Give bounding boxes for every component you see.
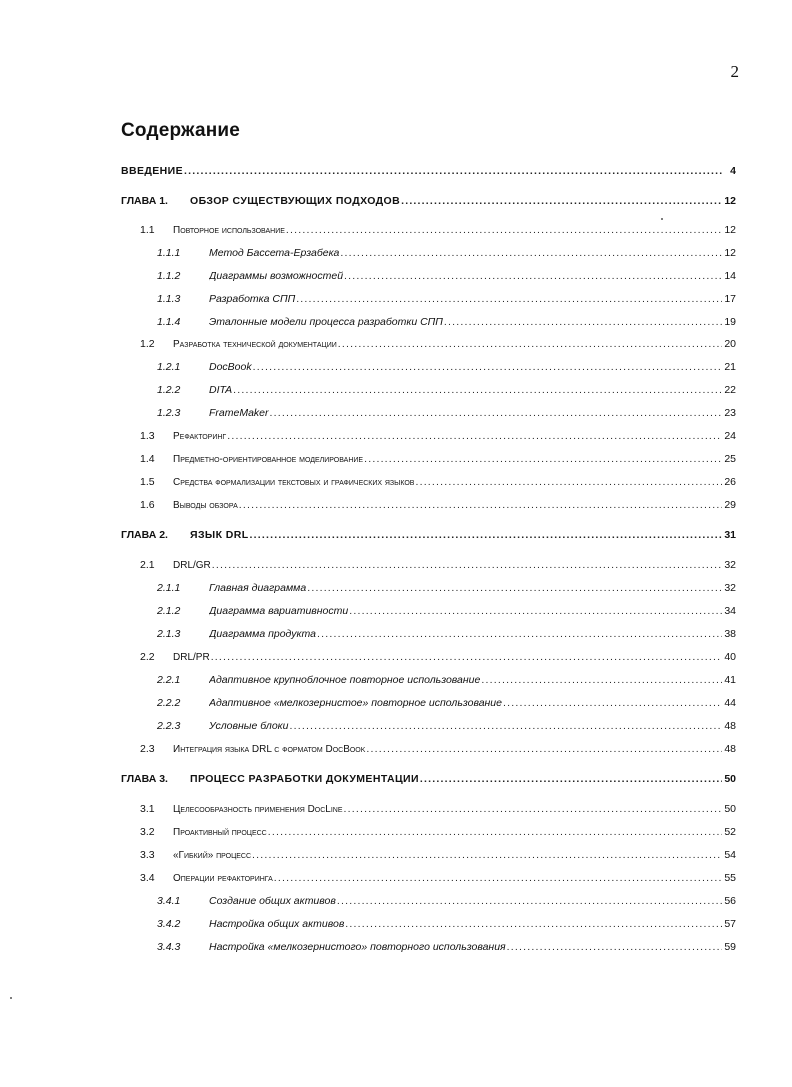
toc-leader-dots	[274, 870, 722, 886]
toc-entry	[0, 824, 792, 840]
toc-entry-number: 1.2.1	[157, 361, 181, 373]
toc-entry-number: 2.2	[140, 651, 155, 663]
toc-entry-number: 3.4.2	[157, 918, 181, 930]
toc-entry-label: Разработка технической документации	[173, 339, 337, 350]
toc-entry	[0, 870, 792, 886]
toc-entry-label: DocBook	[209, 361, 252, 373]
toc-entry-label: ПРОЦЕСС РАЗРАБОТКИ ДОКУМЕНТАЦИИ	[190, 773, 419, 785]
toc-leader-dots	[250, 527, 722, 543]
toc-entry-number: 1.6	[140, 499, 155, 511]
toc-leader-dots	[270, 405, 722, 421]
toc-leader-dots	[252, 847, 722, 863]
toc-entry-page: 41	[724, 674, 736, 686]
toc-entry-number: 1.5	[140, 476, 155, 488]
toc-entry-label: Операции рефакторинга	[173, 873, 273, 884]
toc-entry-label: Целесообразность применения DocLine	[173, 804, 343, 815]
toc-entry-label: ОБЗОР СУЩЕСТВУЮЩИХ ПОДХОДОВ	[190, 195, 401, 207]
toc-entry-label: Метод Бассета-Ерзабека	[209, 247, 340, 259]
toc-entry-page: 57	[724, 918, 736, 930]
toc-title: Содержание	[121, 120, 241, 141]
toc-leader-dots	[415, 474, 722, 490]
toc-leader-dots	[211, 649, 722, 665]
toc-entry-page: 50	[724, 803, 736, 815]
toc-entry-page: 26	[724, 476, 736, 488]
toc-entry-number: 3.4.1	[157, 895, 181, 907]
toc-entry-label: Адаптивное крупноблочное повторное использование	[209, 674, 481, 686]
toc-entry-label: Настройка общих активов	[209, 918, 345, 930]
toc-entry-page: 25	[724, 453, 736, 465]
toc-entry-label: Повторное использование	[173, 225, 285, 236]
toc-entry	[0, 382, 792, 398]
toc-entry-page: 19	[724, 316, 736, 328]
toc-entry-number: 2.2.2	[157, 697, 181, 709]
toc-entry-page: 32	[724, 559, 736, 571]
toc-entry	[0, 603, 792, 619]
toc-entry-page: 48	[724, 743, 736, 755]
toc-entry	[0, 527, 792, 543]
toc-entry	[0, 451, 792, 467]
toc-leader-dots	[307, 580, 722, 596]
toc-entry-label: DRL/GR	[173, 560, 211, 571]
toc-entry-number: 1.1.3	[157, 293, 181, 305]
toc-leader-dots	[364, 451, 722, 467]
toc-entry-number: ГЛАВА 3.	[121, 773, 168, 785]
toc-entry-page: 29	[724, 499, 736, 511]
toc-entry	[0, 939, 792, 955]
toc-leader-dots	[289, 718, 722, 734]
toc-leader-dots	[344, 801, 722, 817]
toc-entry-page: 12	[724, 224, 736, 236]
toc-leader-dots	[286, 222, 722, 238]
toc-entry-label: «Гибкий» процесс	[173, 850, 252, 861]
toc-entry-number: 1.2.3	[157, 407, 181, 419]
toc-leader-dots	[296, 291, 722, 307]
toc-entry-page: 34	[724, 605, 736, 617]
toc-entry-label: Предметно-ориентированное моделирование	[173, 454, 364, 465]
toc-entry-number: ГЛАВА 1.	[121, 195, 168, 207]
toc-entry-label: Условные блоки	[209, 720, 289, 732]
toc-entry	[0, 893, 792, 909]
toc-entry-number: 3.3	[140, 849, 155, 861]
toc-leader-dots	[503, 695, 722, 711]
toc-leader-dots	[212, 557, 722, 573]
toc-entry-number: ГЛАВА 2.	[121, 529, 168, 541]
toc-leader-dots	[239, 497, 722, 513]
toc-entry	[0, 801, 792, 817]
toc-leader-dots	[366, 741, 722, 757]
toc-entry-page: 55	[724, 872, 736, 884]
toc-entry-number: 1.1	[140, 224, 155, 236]
toc-entry	[0, 291, 792, 307]
toc-entry	[0, 847, 792, 863]
toc-entry-label: Разработка СПП	[209, 293, 296, 305]
toc-entry-label: Диаграммы возможностей	[209, 270, 344, 282]
toc-entry-page: 50	[724, 773, 736, 785]
toc-leader-dots	[337, 893, 722, 909]
toc-entry	[0, 405, 792, 421]
toc-entry-label: Адаптивное «мелкозернистое» повторное использование	[209, 697, 502, 709]
toc-entry-label: Эталонные модели процесса разработки СПП	[209, 316, 443, 328]
toc-entry-page: 44	[724, 697, 736, 709]
toc-entry	[0, 580, 792, 596]
toc-leader-dots	[344, 268, 722, 284]
toc-entry-label: FrameMaker	[209, 407, 269, 419]
toc-leader-dots	[184, 163, 722, 179]
toc-entry-label: Диаграмма вариативности	[209, 605, 349, 617]
toc-leader-dots	[420, 771, 722, 787]
toc-entry	[0, 268, 792, 284]
toc-entry-page: 54	[724, 849, 736, 861]
toc-entry-number: 2.3	[140, 743, 155, 755]
toc-entry-number: 3.2	[140, 826, 155, 838]
toc-entry	[0, 428, 792, 444]
scan-speck	[661, 218, 663, 220]
toc-entry-number: 1.1.4	[157, 316, 181, 328]
toc-entry	[0, 672, 792, 688]
toc-entry-page: 40	[724, 651, 736, 663]
toc-entry-label: Проактивный процесс	[173, 827, 267, 838]
toc-entry-page: 48	[724, 720, 736, 732]
toc-entry-page: 22	[724, 384, 736, 396]
toc-entry-page: 38	[724, 628, 736, 640]
toc-entry	[0, 497, 792, 513]
toc-leader-dots	[340, 245, 722, 261]
toc-leader-dots	[401, 193, 722, 209]
toc-leader-dots	[253, 359, 722, 375]
toc-leader-dots	[268, 824, 722, 840]
toc-leader-dots	[233, 382, 722, 398]
toc-entry-label: Интеграция языка DRL с форматом DocBook	[173, 744, 366, 755]
toc-leader-dots	[345, 916, 722, 932]
toc-entry-page: 52	[724, 826, 736, 838]
toc-entry-number: 3.4.3	[157, 941, 181, 953]
toc-entry-number: 1.4	[140, 453, 155, 465]
toc-entry	[0, 626, 792, 642]
toc-entry-page: 32	[724, 582, 736, 594]
toc-entry	[0, 718, 792, 734]
toc-entry-label: Средства формализации текстовых и графических языков	[173, 477, 415, 488]
toc-entry-number: 2.1.3	[157, 628, 181, 640]
toc-leader-dots	[338, 336, 722, 352]
toc-leader-dots	[481, 672, 722, 688]
scan-speck	[10, 997, 12, 999]
toc-leader-dots	[227, 428, 722, 444]
toc-entry	[0, 359, 792, 375]
toc-entry	[0, 314, 792, 330]
toc-entry-number: 2.1.1	[157, 582, 181, 594]
toc-entry-number: 2.2.1	[157, 674, 181, 686]
toc-entry-number: 1.2	[140, 338, 155, 350]
toc-entry	[0, 916, 792, 932]
toc-entry-page: 56	[724, 895, 736, 907]
toc-entry-page: 17	[724, 293, 736, 305]
toc-entry	[0, 193, 792, 209]
toc-entry-label: Главная диаграмма	[209, 582, 307, 594]
toc-entry-number: 3.4	[140, 872, 155, 884]
toc-entry-page: 4	[730, 165, 736, 177]
toc-entry	[0, 649, 792, 665]
toc-entry-label: ЯЗЫК DRL	[190, 529, 249, 541]
toc-entry	[0, 474, 792, 490]
toc-entry-number: 1.1.1	[157, 247, 181, 259]
toc-entry-page: 24	[724, 430, 736, 442]
toc-entry-number: 1.3	[140, 430, 155, 442]
toc-entry-page: 21	[724, 361, 736, 373]
toc-entry-label: DITA	[209, 384, 233, 396]
toc-entry-page: 23	[724, 407, 736, 419]
toc-entry	[0, 741, 792, 757]
toc-entry-number: 2.1	[140, 559, 155, 571]
toc-entry-page: 12	[724, 247, 736, 259]
toc-entry-label: Выводы обзора	[173, 500, 238, 511]
toc-leader-dots	[317, 626, 722, 642]
toc-entry	[0, 695, 792, 711]
toc-entry	[0, 557, 792, 573]
toc-entry-number: 1.2.2	[157, 384, 181, 396]
toc-entry-number: 2.2.3	[157, 720, 181, 732]
toc-entry-number: 3.1	[140, 803, 155, 815]
toc-entry-number: 2.1.2	[157, 605, 181, 617]
toc-leader-dots	[349, 603, 722, 619]
toc-entry-label: Рефакторинг	[173, 431, 227, 442]
toc-entry-label: Диаграмма продукта	[209, 628, 317, 640]
page-number: 2	[730, 62, 739, 81]
toc-leader-dots	[444, 314, 722, 330]
toc-entry-page: 12	[724, 195, 736, 207]
toc-entry	[0, 336, 792, 352]
toc-entry	[0, 771, 792, 787]
toc-entry-page: 20	[724, 338, 736, 350]
toc-entry	[0, 163, 792, 179]
toc-entry-page: 14	[724, 270, 736, 282]
toc-entry	[0, 245, 792, 261]
toc-leader-dots	[507, 939, 722, 955]
toc-entry-label: Создание общих активов	[209, 895, 336, 907]
toc-entry-label: Настройка «мелкозернистого» повторного использования	[209, 941, 506, 953]
toc-entry	[0, 222, 792, 238]
toc-entry-label: ВВЕДЕНИЕ	[121, 165, 183, 177]
toc-entry-number: 1.1.2	[157, 270, 181, 282]
toc-entry-page: 31	[724, 529, 736, 541]
toc-entry-label: DRL/PR	[173, 652, 210, 663]
toc-entry-page: 59	[724, 941, 736, 953]
